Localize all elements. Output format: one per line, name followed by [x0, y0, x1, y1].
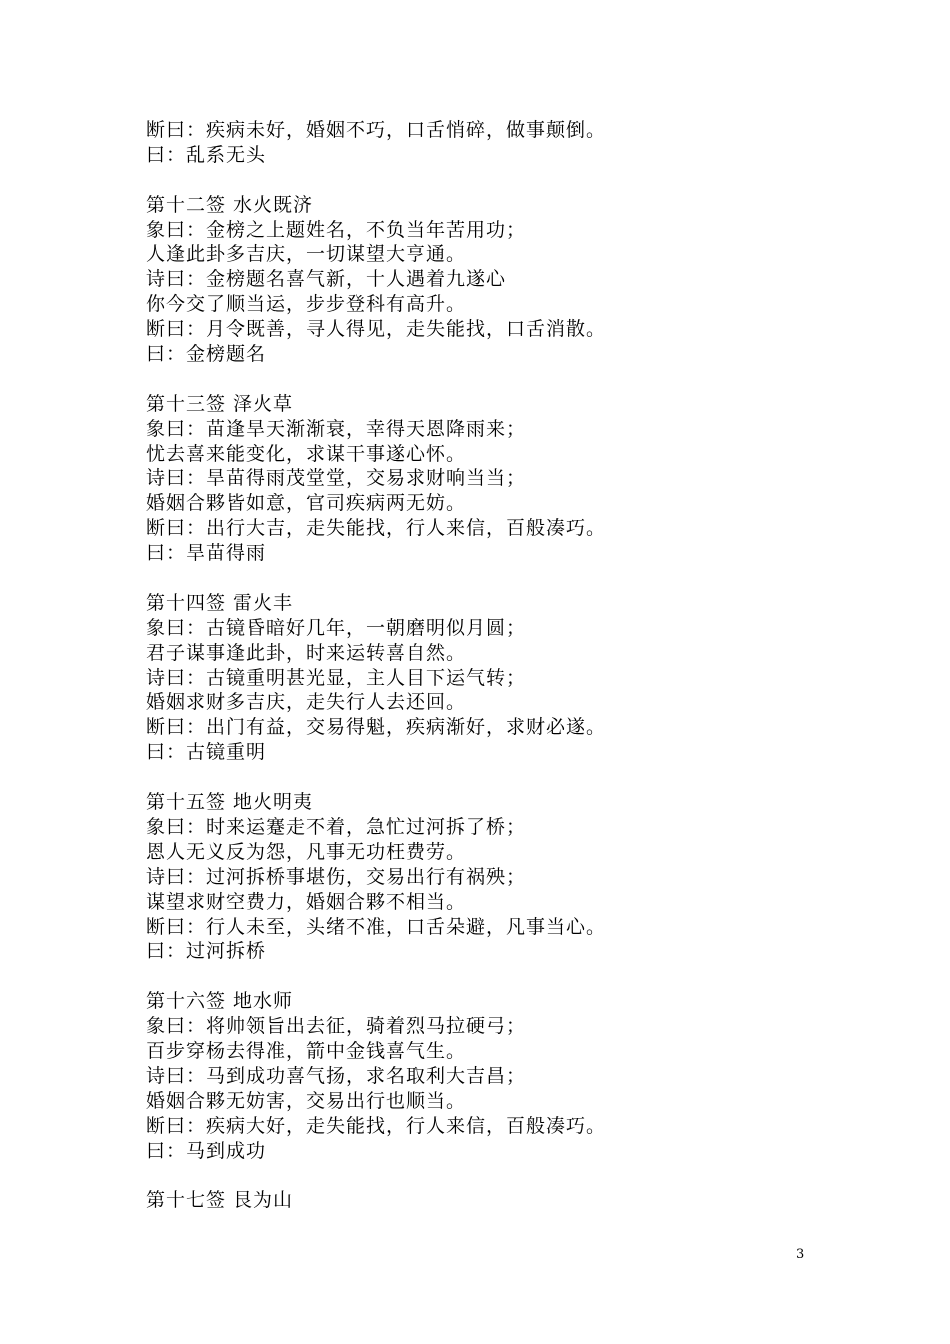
- text-section: [146, 1188, 866, 1213]
- text-line: 断曰：出行大吉，走失能找，行人来信，百般凑巧。: [146, 517, 607, 540]
- text-line: 曰：乱系无头: [146, 143, 267, 166]
- text-line: 第十二签 水火既济: [146, 193, 314, 216]
- document-body: [146, 118, 866, 1213]
- paragraph-gap: [146, 765, 866, 790]
- text-line: 象曰：金榜之上题姓名，不负当年苦用功；: [146, 218, 527, 241]
- text-line: 第十四签 雷火丰: [146, 591, 294, 614]
- text-line: 断曰：疾病大好，走失能找，行人来信，百般凑巧。: [146, 1114, 607, 1137]
- text-line: 婚姻合夥皆如意，官司疾病两无妨。: [146, 492, 467, 515]
- text-line: 诗曰：古镜重明甚光显，主人目下运气转；: [146, 666, 527, 689]
- text-section: [146, 193, 866, 367]
- text-section: [146, 790, 866, 964]
- text-line: 第十三签 泽火草: [146, 392, 294, 415]
- text-line: 忧去喜来能变化，求谋干事遂心怀。: [146, 442, 467, 465]
- text-line: 曰：古镜重明: [146, 741, 267, 764]
- text-line: 第十六签 地水师: [146, 990, 294, 1013]
- text-line: 断曰：月令既善，寻人得见，走失能找，口舌消散。: [146, 318, 607, 341]
- text-line: 人逢此卦多吉庆，一切谋望大亨通。: [146, 243, 467, 266]
- page-number: 3: [796, 1247, 805, 1262]
- text-line: 曰：旱苗得雨: [146, 542, 267, 565]
- text-section: [146, 392, 866, 566]
- text-line: 谋望求财空费力，婚姻合夥不相当。: [146, 890, 467, 913]
- text-line: 曰：过河拆桥: [146, 940, 267, 963]
- text-line: 断曰：行人未至，头绪不准，口舌朵避，凡事当心。: [146, 915, 607, 938]
- text-line: 恩人无义反为怨，凡事无功枉费劳。: [146, 840, 467, 863]
- text-line: 诗曰：马到成功喜气扬，求名取利大吉昌；: [146, 1064, 527, 1087]
- text-line: 象曰：时来运蹇走不着，急忙过河拆了桥；: [146, 815, 527, 838]
- text-line: 象曰：苗逢旱天渐渐衰，幸得天恩降雨来；: [146, 417, 527, 440]
- text-line: 你今交了顺当运，步步登科有高升。: [146, 293, 467, 316]
- text-line: 百步穿杨去得准，箭中金钱喜气生。: [146, 1039, 467, 1062]
- text-line: 君子谋事逢此卦，时来运转喜自然。: [146, 641, 467, 664]
- text-line: 诗曰：过河拆桥事堪伤，交易出行有祸殃；: [146, 865, 527, 888]
- text-line: 婚姻合夥无妨害，交易出行也顺当。: [146, 1089, 467, 1112]
- paragraph-gap: [146, 1163, 866, 1188]
- text-line: 断曰：疾病未好，婚姻不巧，口舌悄碎，做事颠倒。: [146, 119, 607, 141]
- text-line: 诗曰：金榜题名喜气新，十人遇着九遂心: [146, 268, 507, 291]
- paragraph-gap: [146, 566, 866, 591]
- text-section: [146, 118, 866, 168]
- text-section: [146, 989, 866, 1163]
- text-line: 婚姻求财多吉庆，走失行人去还回。: [146, 691, 467, 714]
- text-section: [146, 591, 866, 765]
- text-line: 象曰：古镜昏暗好几年，一朝磨明似月圆；: [146, 616, 527, 639]
- paragraph-gap: [146, 367, 866, 392]
- text-line: 第十五签 地火明夷: [146, 791, 314, 814]
- text-line: 曰：马到成功: [146, 1139, 267, 1162]
- paragraph-gap: [146, 168, 866, 193]
- paragraph-gap: [146, 964, 866, 989]
- text-line: 诗曰：旱苗得雨茂堂堂，交易求财响当当；: [146, 467, 527, 490]
- text-line: 断曰：出门有益，交易得魁，疾病渐好，求财必遂。: [146, 716, 607, 739]
- text-line: 曰：金榜题名: [146, 343, 267, 366]
- text-line: 象曰：将帅领旨出去征，骑着烈马拉硬弓；: [146, 1015, 527, 1038]
- text-line: 第十七签 艮为山: [146, 1189, 294, 1212]
